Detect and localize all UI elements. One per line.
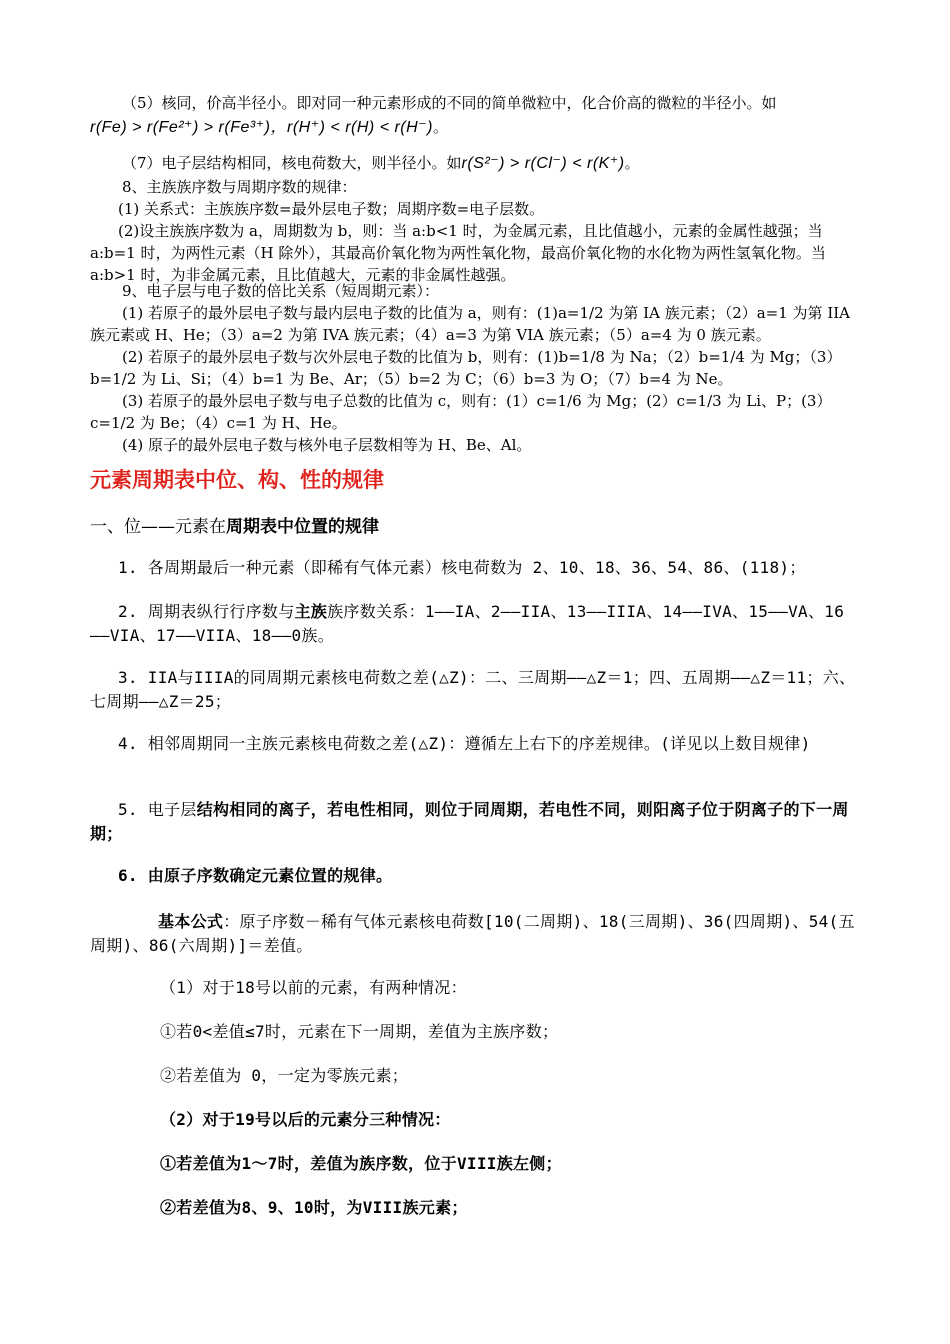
rule-item-2-text-a: 2. 周期表纵行行序数与 (118, 602, 295, 621)
section-title: 元素周期表中位、构、性的规律 (90, 468, 384, 492)
rule-item-5 (90, 798, 862, 846)
case-2-heading-text: （2）对于19号以后的元素分三种情况： (160, 1110, 451, 1129)
paragraph-rule-5 (90, 92, 862, 114)
paragraph-rule-8-1 (90, 198, 862, 220)
formula-end-mark-2: 。 (624, 154, 640, 172)
case-1-b-text: ②若差值为 0，一定为零族元素； (160, 1066, 409, 1085)
rule-item-1-text: 1. 各周期最后一种元素（即稀有气体元素）核电荷数为 2、10、18、36、54、86、(118)； (118, 558, 806, 577)
case-2-a-text: ①若差值为1～7时，差值为族序数，位于VIII族左侧； (160, 1154, 562, 1173)
case-1-heading (160, 976, 862, 1000)
case-2-heading (160, 1108, 862, 1132)
rule-item-5-bold: 结构相同的离子，若电性相同，则位于同周期，若电性不同，则阳离子位于阴离子的下一周期； (90, 800, 849, 843)
rule-item-6 (90, 864, 862, 888)
basic-formula-text: ：原子序数－稀有气体元素核电荷数[10(二周期)、18(三周期)、36(四周期)、54(五周期)、86(六周期)]＝差值。 (90, 912, 855, 955)
basic-formula (90, 910, 862, 958)
rule-8-heading: 8、主族族序数与周期序数的规律： (122, 178, 357, 196)
rule-item-1 (90, 556, 862, 580)
case-1-b (160, 1064, 862, 1088)
case-1-a (160, 1020, 862, 1044)
section-heading-bold: 周期表中位置的规律 (226, 517, 379, 537)
rule-8-2-text: (2)设主族族序数为 a，周期数为 b，则：当 a:b<1 时，为金属元素，且比值越小，元素的金属性越强；当 a:b=1 时，为两性元素（H 除外），其最高价氧化物为两性氧化物，最高价氧化物的水化物为两性氢氧化物。当 a:b>1 时，为非金属元素，且比值越大，元素的非金属性越强。 (90, 222, 826, 284)
case-1-heading-text: （1）对于18号以前的元素，有两种情况： (160, 978, 467, 997)
section-heading (90, 512, 379, 537)
paragraph-rule-9-1 (90, 302, 862, 346)
paragraph-rule-8 (90, 176, 862, 198)
formula-fe-h-radius: r(Fe) > r(Fe²⁺) > r(Fe³⁺)，r(H⁺) < r(H) < r(H⁻) (90, 119, 433, 136)
paragraph-rule-9-4 (90, 434, 862, 456)
paragraph-rule-7 (90, 152, 862, 175)
rule-item-3-text: 3. IIA与IIIA的同周期元素核电荷数之差(△Z)：二、三周期——△Z＝1；四、五周期——△Z＝11；六、七周期——△Z＝25； (90, 668, 856, 711)
case-2-a (160, 1152, 862, 1176)
paragraph-rule-9-2 (90, 346, 862, 390)
paragraph-rule-9 (90, 280, 862, 302)
basic-formula-label: 基本公式 (158, 912, 224, 931)
rule-item-2-text-c: 族序数关系：1——IA、2——IIA、13——IIIA、14——IVA、15——VA、16——VIA、17——VIIA、18——0族。 (90, 602, 845, 645)
paragraph-rule-8-2 (90, 220, 862, 286)
rule-9-2-text: (2) 若原子的最外层电子数与次外层电子数的比值为 b，则有：(1)b=1/8 为 Na；（2）b=1/4 为 Mg；（3）b=1/2 为 Li、Si；（4）b=1 为 Be、Ar；（5）b=2 为 C；（6）b=3 为 O；（7）b=4 为 Ne。 (90, 348, 842, 388)
case-1-a-text: ①若0<差值≤7时，元素在下一周期，差值为主族序数； (160, 1022, 559, 1041)
paragraph-rule-5-formula (90, 116, 862, 139)
case-2-b (160, 1196, 862, 1220)
rule-item-3 (90, 666, 862, 714)
rule-8-1-text: (1) 关系式：主族族序数=最外层电子数；周期序数=电子层数。 (118, 200, 545, 218)
paragraph-rule-9-3 (90, 390, 862, 434)
rule-9-4-text: (4) 原子的最外层电子数与核外电子层数相等为 H、Be、Al。 (122, 436, 532, 454)
rule-item-2-bold: 主族 (294, 602, 328, 621)
rule-item-2 (90, 600, 862, 648)
rule-5-text: （5）核同，价高半径小。即对同一种元素形成的不同的简单微粒中，化合价高的微粒的半径小。如 (122, 94, 777, 112)
rule-7-text: （7）电子层结构相同，核电荷数大，则半径小。如 (122, 154, 462, 172)
rule-item-4 (90, 732, 862, 756)
rule-item-5-text-a: 5. 电子层 (118, 800, 197, 819)
formula-end-mark: 。 (432, 118, 448, 136)
rule-9-3-text: (3) 若原子的最外层电子数与电子总数的比值为 c，则有：(1）c=1/6 为 Mg；(2）c=1/3 为 Li、P；(3）c=1/2 为 Be；（4）c=1 为 H、He。 (90, 392, 832, 432)
rule-item-6-text: 6. 由原子序数确定元素位置的规律。 (118, 866, 393, 885)
formula-s-cl-k-radius: r(S²⁻) > r(Cl⁻) < r(K⁺) (461, 155, 625, 172)
rule-9-1-text: (1) 若原子的最外层电子数与最内层电子数的比值为 a，则有：(1)a=1/2 为第 IA 族元素；（2）a=1 为第 IIA 族元素或 H、He；（3）a=2 为第 IVA 族元素；（4）a=3 为第 VIA 族元素；（5）a=4 为 0 族元素。 (90, 304, 851, 344)
rule-9-heading: 9、电子层与电子数的倍比关系（短周期元素）： (122, 282, 440, 300)
case-2-b-text: ②若差值为8、9、10时，为VIII族元素； (160, 1198, 468, 1217)
section-heading-prefix: 一、位——元素在 (90, 517, 226, 537)
rule-item-4-text: 4. 相邻周期同一主族元素核电荷数之差(△Z)：遵循左上右下的序差规律。(详见以上数目规律) (118, 734, 811, 753)
